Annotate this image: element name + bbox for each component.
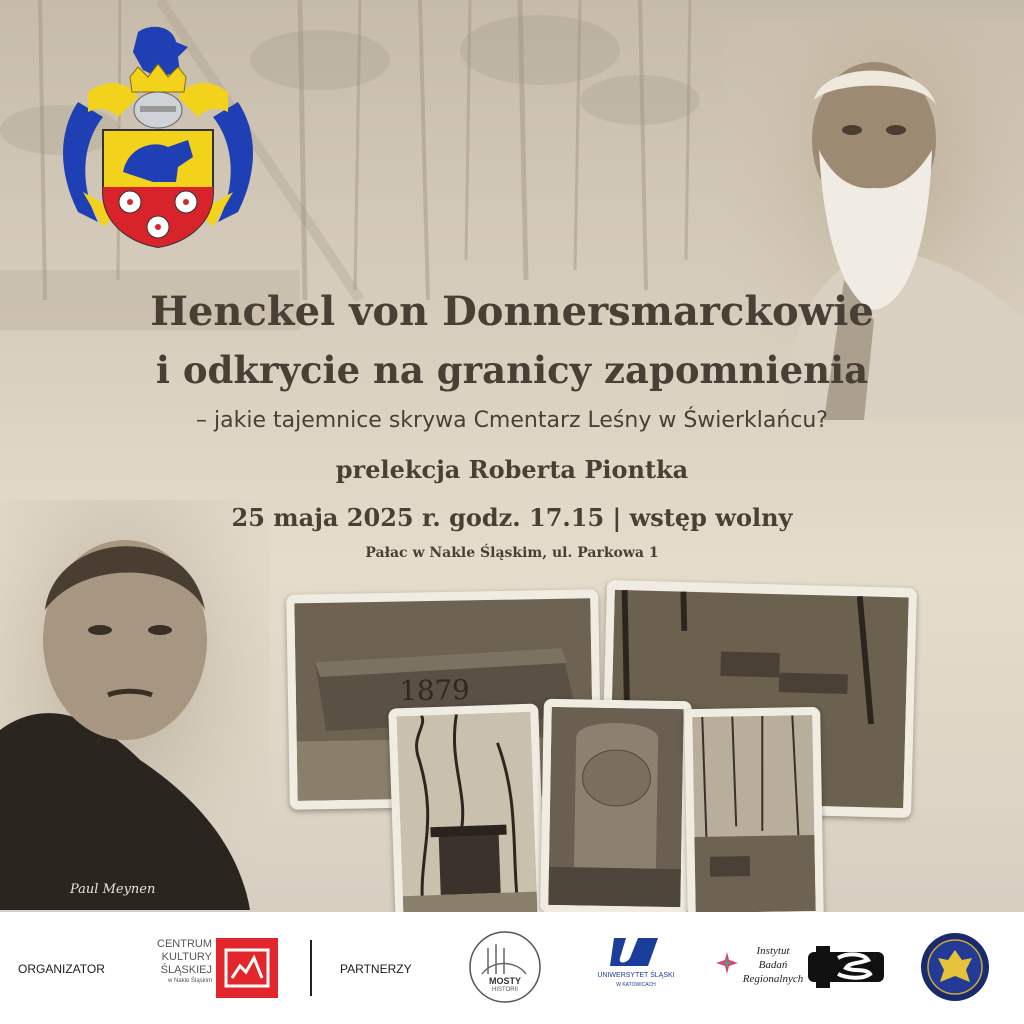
uniwersytet-slaski-logo — [586, 936, 686, 996]
ibr-line-3: Regionalnych — [742, 973, 804, 985]
cks-line-3: ŚLĄSKIEJ — [160, 964, 212, 976]
society-emblem-logo — [920, 932, 990, 1002]
mosty-text: MOSTY — [488, 976, 521, 986]
us-city: W KATOWICACH — [616, 982, 656, 988]
historii-text: HISTORII — [492, 987, 518, 993]
photo-tree-shed — [388, 703, 546, 928]
portrait-man-dark-coat — [0, 500, 270, 910]
ibr-bs-emblem-icon — [808, 946, 884, 988]
ibr-logo — [714, 942, 884, 992]
venue-line: Pałac w Nakle Śląskim, ul. Parkowa 1 — [365, 545, 659, 561]
ibr-star-icon — [716, 952, 738, 974]
footer-divider — [310, 940, 312, 996]
date-line: 25 maja 2025 r. godz. 17.15 | wstęp wolny — [231, 503, 793, 532]
title-line-2: i odkrycie na granicy zapomnienia — [155, 348, 869, 392]
cks-line-1: CENTRUM — [157, 938, 212, 950]
photo-gravestone — [540, 699, 692, 916]
partners-label: PARTNERZY — [340, 962, 412, 976]
photo-forest-clearing — [684, 707, 824, 921]
cks-emblem-icon — [216, 938, 278, 998]
coat-of-arms-icon — [58, 22, 258, 250]
title-line-1: Henckel von Donnersmarckowie — [150, 288, 874, 335]
cks-logo — [150, 938, 280, 1000]
ibr-line-1: Instytut — [756, 945, 790, 957]
cks-line-2: KULTURY — [161, 951, 212, 963]
us-name: UNIWERSYTET ŚLĄSKI — [597, 972, 675, 979]
mosty-historii-logo — [468, 930, 542, 1004]
stone-inscription: 1879 — [399, 673, 470, 708]
us-emblem-icon — [586, 936, 686, 970]
portrait-caption: Paul Meynen — [70, 882, 156, 897]
lecture-line: prelekcja Roberta Piontka — [335, 455, 689, 484]
ibr-line-2: Badań — [758, 959, 788, 971]
cks-small: w Nakle Śląskim — [167, 978, 212, 984]
subtitle: – jakie tajemnice skrywa Cmentarz Leśny w Świerklańcu? — [196, 408, 828, 433]
organizer-label: ORGANIZATOR — [18, 962, 105, 976]
